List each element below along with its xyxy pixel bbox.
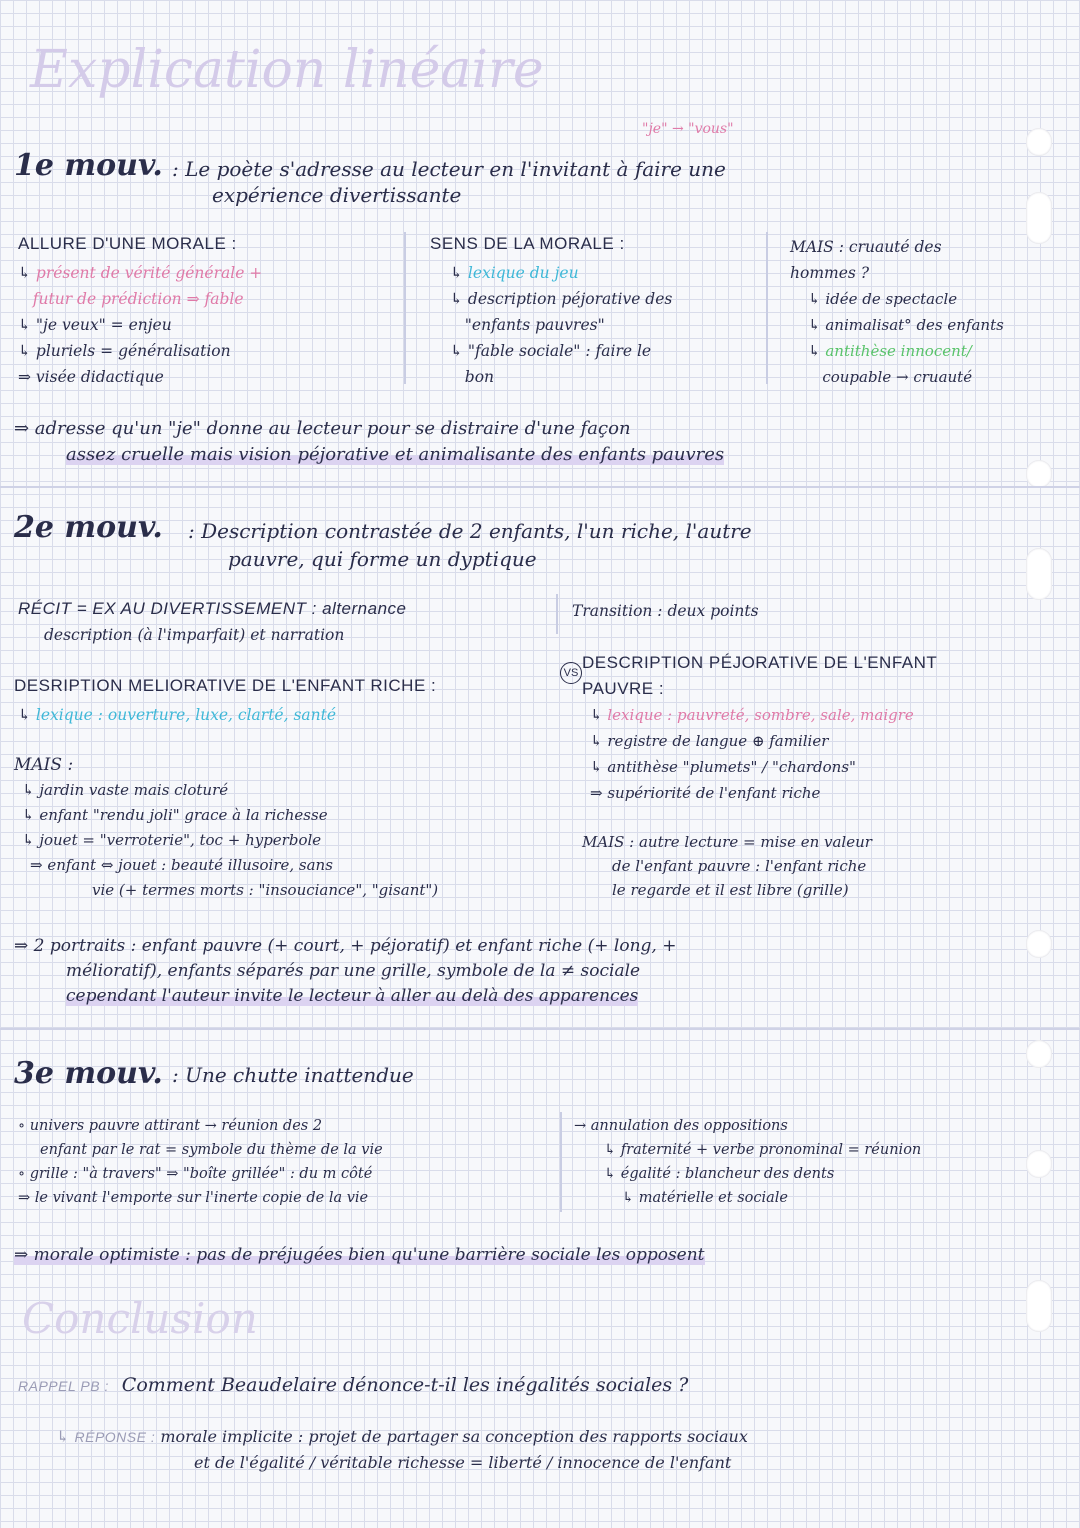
mouv2-rich-lexique: ↳ lexique : ouverture, luxe, clarté, santé [18, 706, 337, 724]
mouv2-poor-list [590, 702, 914, 806]
list-item: ↳ fraternité + verbe pronominal = réunion [604, 1142, 922, 1158]
mouv2-subtitle-cont: pauvre, qui forme un dyptique [228, 547, 537, 571]
binder-hole [1026, 192, 1052, 244]
mouv3-heading: 3e mouv. [14, 1056, 163, 1091]
list-item: ↳ idée de spectacle [808, 290, 958, 308]
mouv2-recit: RÉCIT = EX AU DIVERTISSEMENT : alternance description (à l'imparfait) et narration [18, 599, 407, 644]
column-divider [404, 232, 406, 384]
conclusion-rappel: RAPPEL PB : Comment Beaudelaire dénonce-t-il les inégalités sociales ? [18, 1374, 689, 1396]
section-divider [0, 486, 1080, 488]
list-item: ↳ jouet = "verroterie", toc + hyperbole [22, 831, 322, 849]
mouv2-mais-label: MAIS : [14, 755, 74, 775]
mouv2-subtitle: : Description contrastée de 2 enfants, l'un riche, l'autre [188, 519, 752, 543]
list-item: ↳ antithèse innocent/ [808, 342, 972, 360]
section-divider [0, 1028, 1080, 1030]
list-item: ↳ enfant "rendu joli" grace à la richesse [22, 806, 328, 824]
mouv3-left-list [18, 1114, 383, 1210]
list-item: ↳ matérielle et sociale [622, 1190, 788, 1206]
list-item: bon [464, 368, 495, 386]
list-item: ↳ description péjorative des [450, 290, 673, 308]
mouv1-col3-list [808, 286, 1004, 390]
mouv3-summary: ⇒ morale optimiste : pas de préjugées bien qu'une barrière sociale les opposent [14, 1245, 705, 1265]
mouv3-right-list [574, 1114, 921, 1210]
mouv1-col3-header: MAIS : cruauté des hommes ? [790, 238, 942, 282]
page-title: Explication linéaire [30, 40, 544, 100]
mouv2-rich-mais-list [22, 778, 438, 903]
mouv1-col1-list [18, 260, 262, 390]
column-divider [556, 594, 558, 634]
list-item: ↳ "je veux" = enjeu [18, 316, 172, 334]
binder-hole [1026, 128, 1052, 156]
vs-badge: VS [560, 662, 582, 684]
list-item: ⇒ le vivant l'emporte sur l'inerte copie de la vie [18, 1190, 369, 1206]
list-item: ↳ jardin vaste mais cloturé [22, 781, 229, 799]
list-item: enfant par le rat = symbole du thème de la vie [40, 1142, 383, 1158]
mouv1-col1-header: ALLURE D'UNE MORALE : [18, 234, 237, 253]
list-item: ↳ registre de langue ⊕ familier [590, 732, 829, 750]
binder-hole [1026, 1280, 1052, 1332]
mouv1-subtitle-cont: expérience divertissante [212, 183, 462, 207]
mouv1-col2-list [450, 260, 672, 390]
mouv3-subtitle: : Une chutte inattendue [172, 1063, 414, 1087]
list-item: ∘ univers pauvre attirant → réunion des 2 [18, 1118, 323, 1134]
list-item: ↳ animalisat° des enfants [808, 316, 1004, 334]
mouv1-summary: ⇒ adresse qu'un "je" donne au lecteur pour se distraire d'une façon assez cruelle mais vision péjorative et animalisante des enfants pauvres [14, 418, 725, 465]
column-divider [766, 232, 768, 384]
mouv2-summary: ⇒ 2 portraits : enfant pauvre (+ court, + péjoratif) et enfant riche (+ long, + mélioratif), enfants séparés par une grille, symbole de la ≠ sociale cependant l'auteur invite le lecteur à aller au delà des apparences [14, 936, 677, 1006]
list-item: ↳ lexique du jeu [450, 264, 579, 282]
list-item: ⇒ visée didactique [18, 368, 164, 386]
list-item: ∘ grille : "à travers" ⇒ "boîte grillée" : du m côté [18, 1166, 373, 1182]
list-item: ↳ antithèse "plumets" / "chardons" [590, 758, 856, 776]
list-item: ↳ présent de vérité générale + [18, 264, 263, 282]
list-item: ↳ "fable sociale" : faire le [450, 342, 652, 360]
conclusion-reponse: ↳ RÉPONSE : morale implicite : projet de partager sa conception des rapports sociaux et de l'égalité / véritable richesse = liberté / innocence de l'enfant [56, 1427, 748, 1472]
list-item: "enfants pauvres" [464, 316, 605, 334]
list-item: ↳ pluriels = généralisation [18, 342, 231, 360]
mouv1-heading: 1e mouv. [14, 148, 163, 183]
list-item: ↳ lexique : pauvreté, sombre, sale, maigre [590, 706, 914, 724]
mouv2-poor-header: DESCRIPTION PÉJORATIVE DE L'ENFANT PAUVRE : [582, 653, 938, 698]
list-item: → annulation des oppositions [574, 1118, 788, 1134]
mouv1-col2-header: SENS DE LA MORALE : [430, 234, 625, 253]
binder-hole [1026, 930, 1052, 958]
column-divider [560, 1112, 562, 1212]
mouv2-heading: 2e mouv. [14, 510, 163, 545]
list-item: ⇒ supériorité de l'enfant riche [590, 784, 821, 802]
mouv1-subtitle: : Le poète s'adresse au lecteur en l'invitant à faire une [172, 157, 726, 181]
mouv2-rich-header: DESRIPTION MELIORATIVE DE L'ENFANT RICHE : [14, 676, 437, 695]
binder-hole [1026, 1150, 1052, 1178]
conclusion-title: Conclusion [22, 1294, 258, 1343]
list-item: coupable → cruauté [822, 368, 973, 386]
list-item: ↳ égalité : blancheur des dents [604, 1166, 835, 1182]
mouv2-transition: Transition : deux points [572, 602, 759, 620]
binder-hole [1026, 1040, 1052, 1068]
list-item: futur de prédiction ⇒ fable [32, 290, 244, 308]
list-item: ⇒ enfant ⇔ jouet : beauté illusoire, sans [30, 856, 333, 874]
mouv1-annotation: "je" → "vous" [642, 121, 734, 137]
binder-hole [1026, 548, 1052, 600]
mouv2-poor-mais: MAIS : autre lecture = mise en valeur de l'enfant pauvre : l'enfant riche le regarde et il est libre (grille) [582, 833, 872, 899]
list-item: vie (+ termes morts : "insouciance", "gisant") [92, 881, 439, 899]
binder-hole [1026, 460, 1052, 488]
